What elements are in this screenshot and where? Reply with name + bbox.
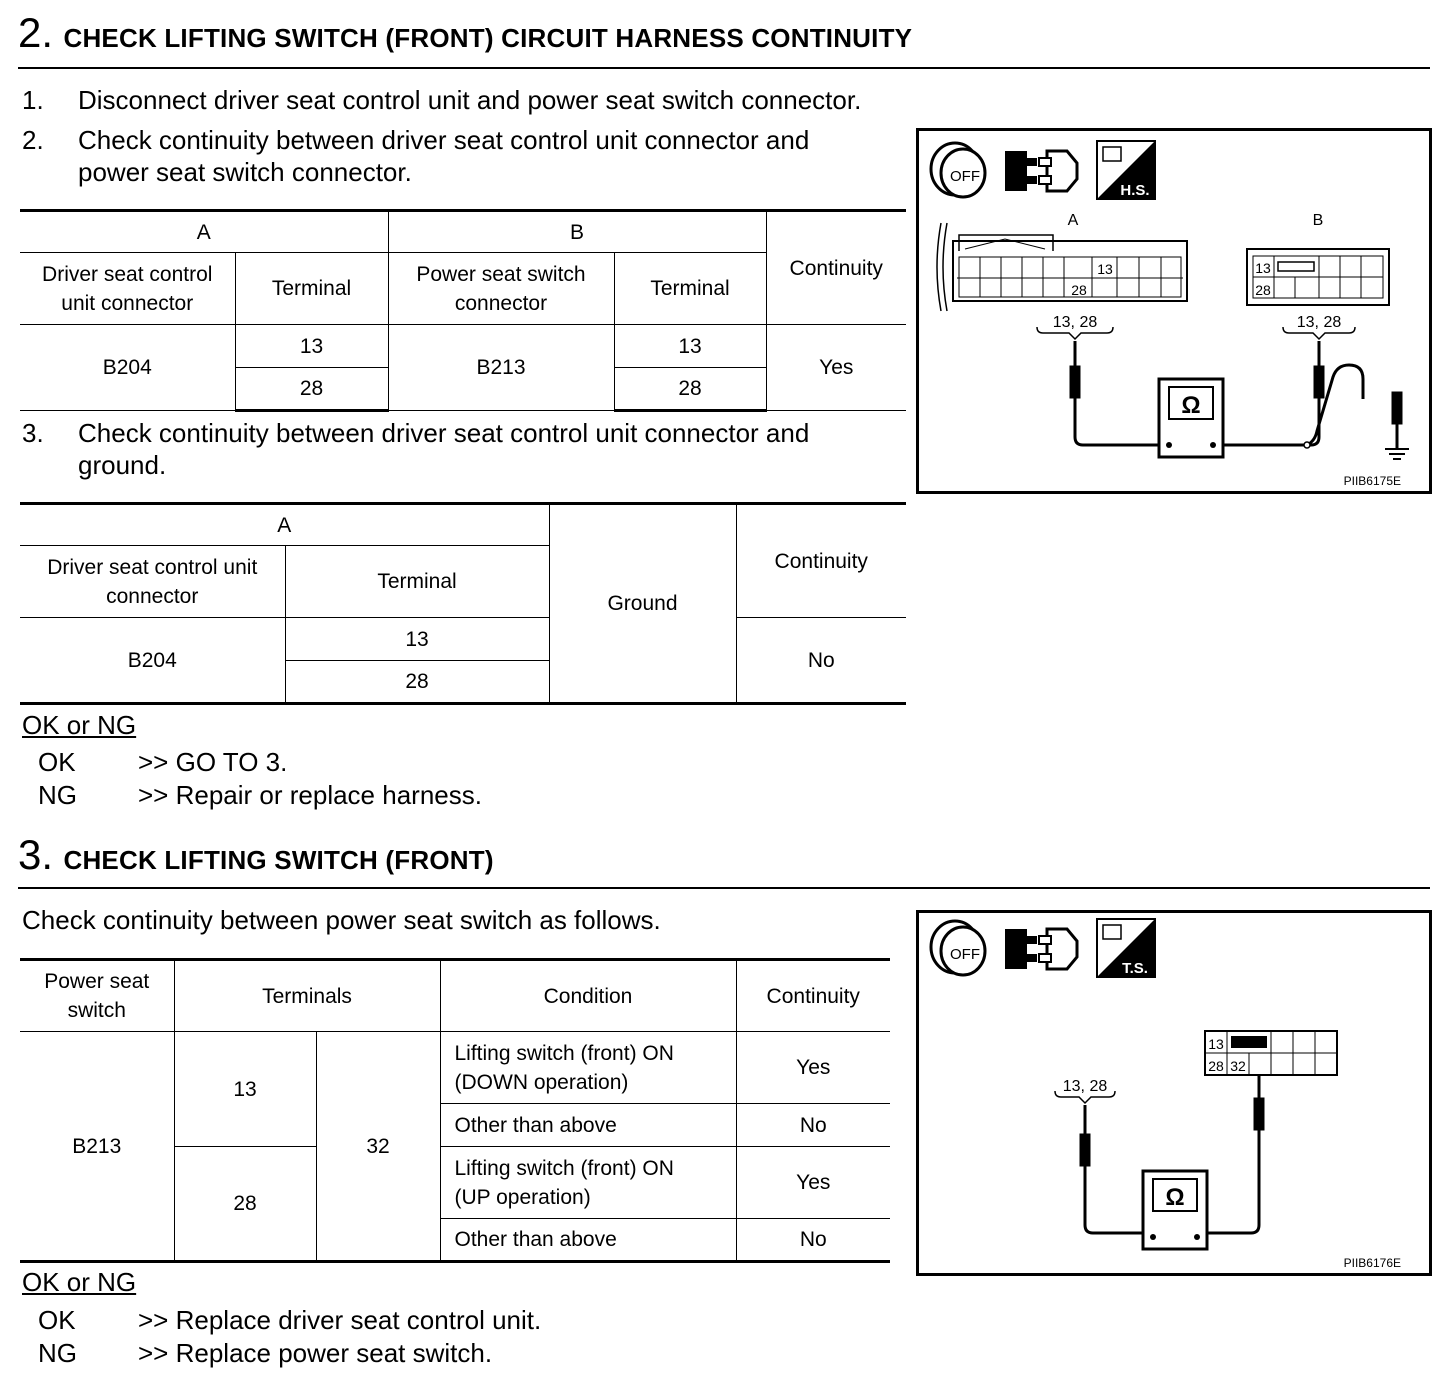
cell-terminal: 13 bbox=[285, 618, 549, 661]
header-continuity: Continuity bbox=[736, 504, 906, 618]
header-driver-connector: Driver seat control unit connector bbox=[20, 253, 235, 325]
header-condition: Condition bbox=[440, 960, 736, 1032]
badge-label: T.S. bbox=[1122, 960, 1148, 977]
cell-continuity: Yes bbox=[736, 1032, 890, 1104]
header-connector-b: B bbox=[388, 211, 766, 253]
ng-value: >> Replace power seat switch. bbox=[138, 1338, 493, 1368]
ok-key: OK bbox=[38, 1305, 76, 1335]
cell-condition bbox=[440, 1032, 736, 1104]
cell-terminal: 13 bbox=[235, 325, 388, 368]
off-label: OFF bbox=[950, 946, 980, 963]
instruction-number: 3. bbox=[22, 418, 44, 448]
disconnect-connector-icon bbox=[1005, 151, 1077, 191]
figure-switch-continuity bbox=[916, 910, 1432, 1276]
condition-line: (DOWN operation) bbox=[454, 1070, 629, 1094]
terminal-side-badge-icon bbox=[1097, 919, 1155, 977]
switch-continuity-table bbox=[20, 958, 890, 1263]
header-switch-connector: Power seat switch connector bbox=[388, 253, 614, 325]
pin-28-label: 28 bbox=[1208, 1058, 1224, 1074]
pin-13-label: 13 bbox=[1255, 260, 1271, 276]
cell-condition bbox=[440, 1147, 736, 1219]
step3-intro: Check continuity between power seat switch as follows. bbox=[22, 905, 661, 935]
instruction-text: Check continuity between driver seat control unit connector and bbox=[78, 125, 810, 155]
cell-terminal: 28 bbox=[235, 368, 388, 411]
switch-connector-face bbox=[1205, 1031, 1337, 1075]
step2-heading bbox=[18, 9, 913, 56]
instruction-number: 2. bbox=[22, 125, 44, 155]
ok-key: OK bbox=[38, 747, 76, 777]
ok-value: >> GO TO 3. bbox=[138, 747, 288, 777]
header-terminal-a: Terminal bbox=[235, 253, 388, 325]
ng-value: >> Repair or replace harness. bbox=[138, 780, 482, 810]
continuity-table-a-b bbox=[20, 209, 906, 412]
cell-terminal: 13 bbox=[614, 325, 766, 368]
probe-b-label: 13, 28 bbox=[1296, 314, 1342, 331]
step2-instruction-2 bbox=[22, 124, 912, 188]
connector-b-face bbox=[1247, 249, 1389, 305]
ng-key: NG bbox=[38, 780, 77, 810]
cell-connector-b: B213 bbox=[388, 325, 614, 411]
instruction-text: Check continuity between driver seat control unit connector and bbox=[78, 418, 810, 448]
cell-continuity: Yes bbox=[736, 1147, 890, 1219]
ohm-symbol: Ω bbox=[1181, 392, 1201, 419]
header-terminals: Terminals bbox=[174, 960, 440, 1032]
step2-rule bbox=[18, 67, 1430, 69]
connector-a-label: A bbox=[1067, 212, 1079, 229]
instruction-text: power seat switch connector. bbox=[78, 157, 412, 187]
instruction-text: ground. bbox=[78, 450, 167, 480]
cell-condition: Other than above bbox=[440, 1104, 736, 1147]
cell-switch-connector: B213 bbox=[20, 1032, 174, 1262]
connector-b-label: B bbox=[1312, 212, 1324, 229]
off-label: OFF bbox=[950, 168, 980, 185]
probe-wires bbox=[1071, 341, 1401, 449]
pin-13-label: 13 bbox=[1208, 1036, 1224, 1052]
cell-ground: Ground bbox=[549, 504, 736, 704]
step2-instruction-3 bbox=[22, 417, 912, 481]
okng-ok-row bbox=[22, 1304, 541, 1337]
figure-code: PIIB6176E bbox=[1343, 1256, 1401, 1270]
ohmmeter-icon bbox=[1159, 379, 1223, 457]
okng-heading: OK or NG bbox=[22, 710, 137, 740]
continuity-table-ground bbox=[20, 502, 906, 705]
pin-13-label: 13 bbox=[1097, 261, 1113, 277]
condition-line: Lifting switch (front) ON bbox=[454, 1041, 674, 1065]
step3-heading bbox=[18, 831, 494, 878]
cell-continuity: No bbox=[736, 1104, 890, 1147]
header-terminal-b: Terminal bbox=[614, 253, 766, 325]
cell-terminal: 28 bbox=[614, 368, 766, 411]
step2-title: CHECK LIFTING SWITCH (FRONT) CIRCUIT HARNESS CONTINUITY bbox=[63, 23, 913, 53]
cell-connector-a: B204 bbox=[20, 325, 235, 411]
cell-terminal-28: 28 bbox=[174, 1147, 316, 1262]
header-connector-a: A bbox=[20, 211, 388, 253]
cell-continuity: Yes bbox=[766, 325, 906, 411]
cell-terminal: 28 bbox=[285, 661, 549, 704]
okng-ok-row bbox=[22, 746, 482, 779]
figure-switch-svg bbox=[919, 913, 1429, 1273]
instruction-number: 1. bbox=[22, 85, 44, 115]
header-power-seat-switch: Power seat switch bbox=[20, 960, 174, 1032]
header-continuity: Continuity bbox=[766, 211, 906, 325]
disconnect-connector-icon bbox=[1005, 929, 1077, 969]
okng-ng-row bbox=[22, 1337, 541, 1370]
step2-okng bbox=[22, 710, 482, 812]
header-connector-a: A bbox=[20, 504, 549, 546]
probe-a-label: 13, 28 bbox=[1052, 314, 1098, 331]
ground-icon bbox=[1385, 449, 1409, 459]
ignition-off-icon bbox=[931, 143, 985, 197]
ok-value: >> Replace driver seat control unit. bbox=[138, 1305, 542, 1335]
header-terminal: Terminal bbox=[285, 546, 549, 618]
cell-continuity: No bbox=[736, 1219, 890, 1262]
header-continuity: Continuity bbox=[736, 960, 890, 1032]
connector-a-face bbox=[937, 223, 1187, 311]
ignition-off-icon bbox=[931, 921, 985, 975]
figure-harness-svg bbox=[919, 131, 1429, 491]
step3-title: CHECK LIFTING SWITCH (FRONT) bbox=[63, 845, 494, 875]
ohmmeter-icon bbox=[1143, 1171, 1207, 1249]
cell-connector: B204 bbox=[20, 618, 285, 704]
cell-terminal-13: 13 bbox=[174, 1032, 316, 1147]
pin-28-label: 28 bbox=[1071, 282, 1087, 298]
cell-terminal-32: 32 bbox=[316, 1032, 440, 1262]
okng-ng-row bbox=[22, 779, 482, 812]
step2-number: 2. bbox=[18, 9, 54, 56]
header-driver-connector: Driver seat control unit connector bbox=[20, 546, 285, 618]
step3-number: 3. bbox=[18, 831, 54, 878]
pin-28-label: 28 bbox=[1255, 282, 1271, 298]
condition-line: Lifting switch (front) ON bbox=[454, 1156, 674, 1180]
ohm-symbol: Ω bbox=[1165, 1184, 1185, 1211]
ng-key: NG bbox=[38, 1338, 77, 1368]
instruction-text: Disconnect driver seat control unit and power seat switch connector. bbox=[78, 85, 862, 115]
step3-okng bbox=[22, 1267, 541, 1370]
condition-line: (UP operation) bbox=[454, 1185, 591, 1209]
figure-code: PIIB6175E bbox=[1343, 474, 1401, 488]
harness-side-badge-icon bbox=[1097, 141, 1155, 199]
figure-harness-continuity bbox=[916, 128, 1432, 494]
pin-32-label: 32 bbox=[1230, 1058, 1246, 1074]
step2-instruction-1 bbox=[22, 84, 861, 116]
badge-label: H.S. bbox=[1120, 182, 1150, 199]
step3-rule bbox=[18, 887, 1430, 889]
cell-continuity: No bbox=[736, 618, 906, 704]
cell-condition: Other than above bbox=[440, 1219, 736, 1262]
probe-label: 13, 28 bbox=[1062, 1078, 1108, 1095]
okng-heading: OK or NG bbox=[22, 1267, 137, 1297]
